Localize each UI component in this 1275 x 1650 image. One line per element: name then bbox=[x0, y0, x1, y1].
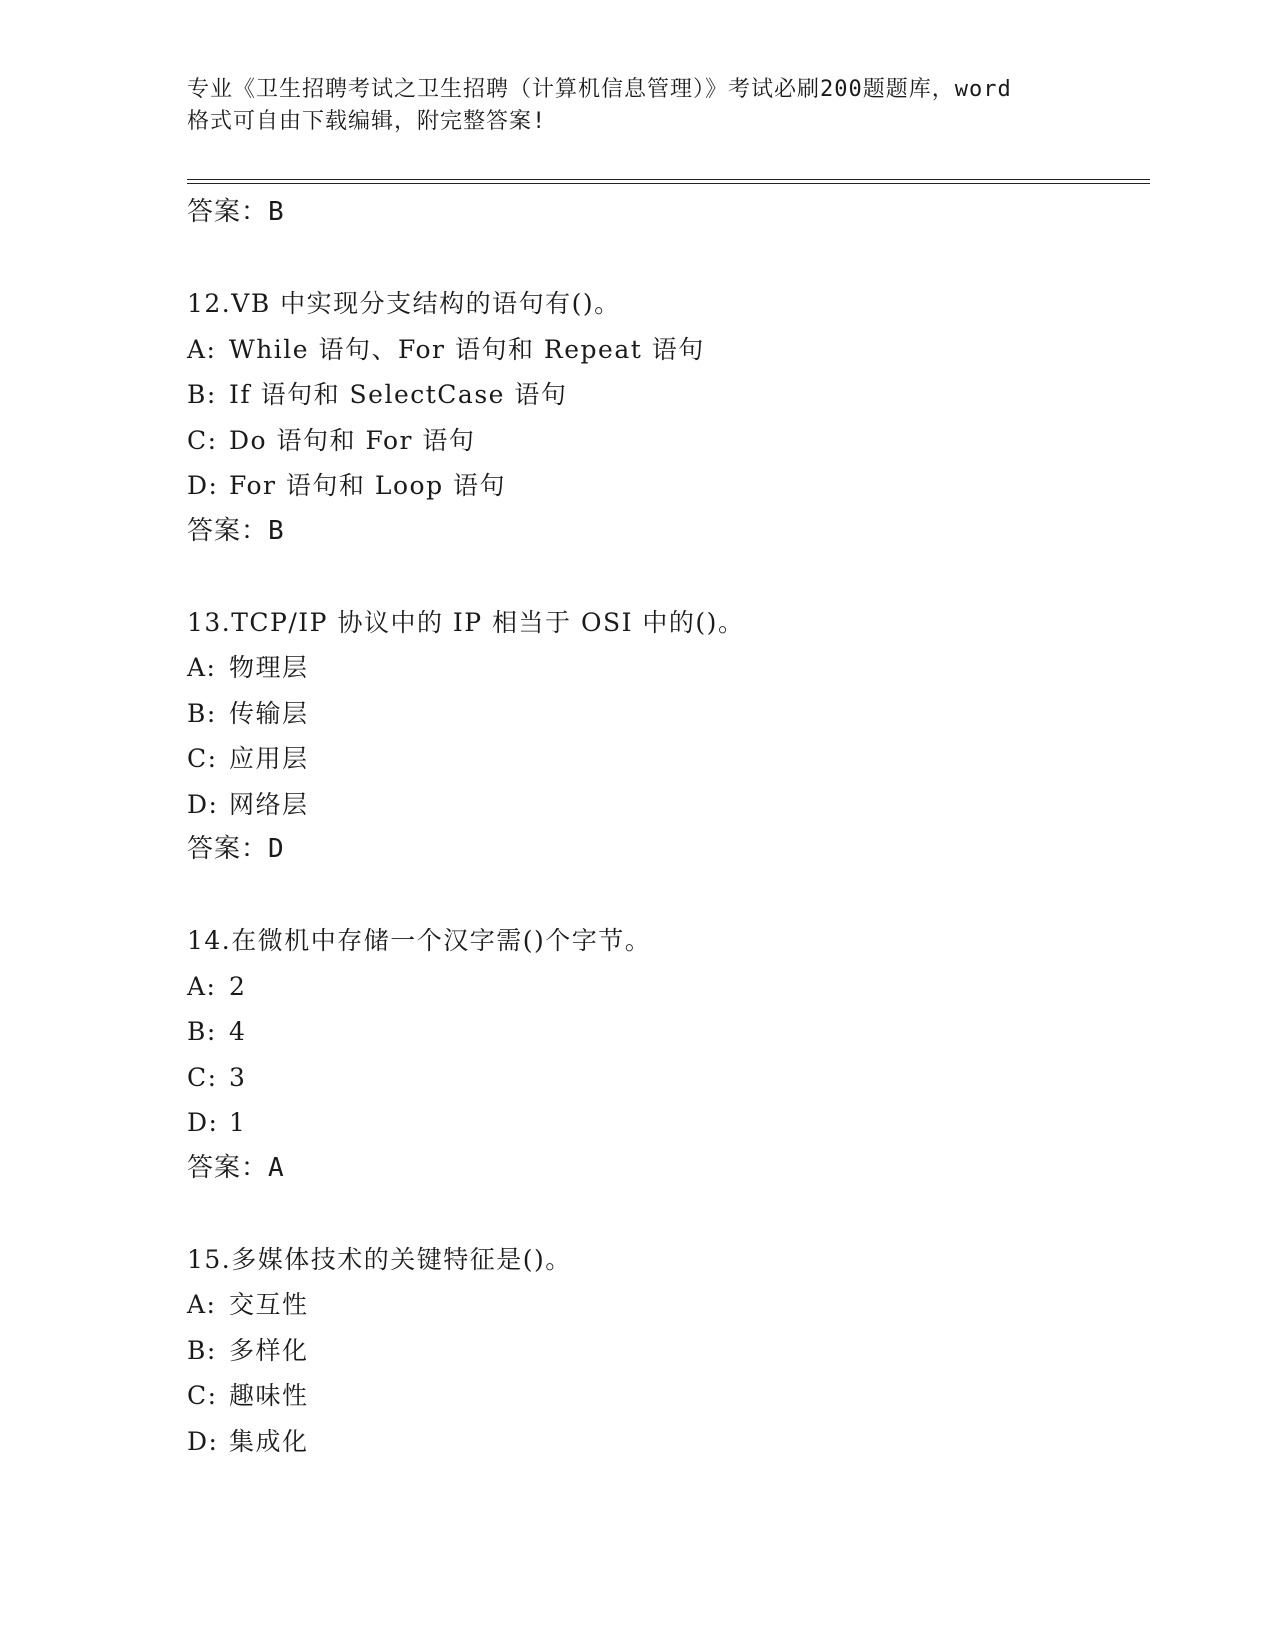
question-stem: 15.多媒体技术的关键特征是()。 bbox=[187, 1244, 572, 1274]
option-text: Do 语句和 For 语句 bbox=[229, 425, 476, 455]
option-d bbox=[187, 463, 1127, 509]
question-block bbox=[187, 1237, 1127, 1465]
spacer bbox=[187, 236, 1127, 282]
option-label: A: bbox=[187, 334, 217, 364]
option-d bbox=[187, 1100, 1127, 1146]
option-label: A: bbox=[187, 1290, 217, 1319]
option-text: 2 bbox=[229, 971, 247, 1001]
question-stem: 12.VB 中实现分支结构的语句有()。 bbox=[187, 289, 621, 318]
header-line-1: 专业《卫生招聘考试之卫生招聘（计算机信息管理）》考试必刷200题题库，word bbox=[187, 77, 1012, 102]
option-c bbox=[187, 1055, 1127, 1101]
option-text: 网络层 bbox=[229, 789, 309, 819]
option-label: C: bbox=[187, 744, 218, 773]
option-label: C: bbox=[187, 1062, 218, 1092]
option-text: If 语句和 SelectCase 语句 bbox=[229, 380, 568, 409]
option-c bbox=[187, 418, 1127, 464]
option-a bbox=[187, 645, 1127, 691]
spacer bbox=[187, 1191, 1127, 1237]
answer-line: 答案：D bbox=[187, 834, 285, 864]
option-label: B: bbox=[187, 1335, 217, 1365]
option-text: 多样化 bbox=[229, 1335, 309, 1365]
option-text: 1 bbox=[229, 1108, 247, 1137]
spacer bbox=[187, 873, 1127, 919]
option-label: B: bbox=[187, 1017, 217, 1046]
question-block bbox=[187, 600, 1127, 873]
option-label: D: bbox=[187, 789, 219, 819]
option-label: D: bbox=[187, 1108, 219, 1137]
header-divider-top bbox=[187, 179, 1150, 180]
question-list bbox=[187, 190, 1127, 1464]
question-block bbox=[187, 918, 1127, 1191]
option-text: 3 bbox=[229, 1062, 247, 1092]
option-label: D: bbox=[187, 1426, 219, 1456]
option-text: 传输层 bbox=[229, 698, 309, 728]
option-b bbox=[187, 372, 1127, 418]
question-stem: 13.TCP/IP 协议中的 IP 相当于 OSI 中的()。 bbox=[187, 607, 745, 637]
option-label: C: bbox=[187, 1381, 218, 1410]
option-a bbox=[187, 1282, 1127, 1328]
option-b bbox=[187, 691, 1127, 737]
option-b bbox=[187, 1009, 1127, 1055]
option-b bbox=[187, 1328, 1127, 1374]
spacer bbox=[187, 554, 1127, 600]
answer-line: 答案：A bbox=[187, 1152, 285, 1183]
option-text: For 语句和 Loop 语句 bbox=[229, 471, 507, 500]
header-divider-bottom bbox=[187, 183, 1150, 184]
option-a bbox=[187, 327, 1127, 373]
option-text: While 语句、For 语句和 Repeat 语句 bbox=[229, 334, 705, 364]
option-c bbox=[187, 736, 1127, 782]
question-block bbox=[187, 281, 1127, 554]
option-text: 物理层 bbox=[229, 653, 309, 682]
option-label: D: bbox=[187, 471, 219, 500]
option-d bbox=[187, 1419, 1127, 1465]
option-a bbox=[187, 964, 1127, 1010]
option-text: 应用层 bbox=[229, 744, 309, 773]
option-label: A: bbox=[187, 971, 217, 1001]
option-label: A: bbox=[187, 653, 217, 682]
option-text: 集成化 bbox=[229, 1426, 309, 1456]
option-label: B: bbox=[187, 380, 217, 409]
option-text: 交互性 bbox=[229, 1290, 309, 1319]
option-c bbox=[187, 1373, 1127, 1419]
document-header bbox=[187, 74, 1087, 138]
option-d bbox=[187, 782, 1127, 828]
answer-line: 答案：B bbox=[187, 515, 285, 546]
question-stem: 14.在微机中存储一个汉字需()个字节。 bbox=[187, 926, 652, 955]
answer-line: 答案：B bbox=[187, 197, 285, 227]
option-label: C: bbox=[187, 425, 218, 455]
option-text: 4 bbox=[229, 1017, 247, 1046]
header-line-2: 格式可自由下载编辑，附完整答案! bbox=[187, 109, 547, 134]
option-label: B: bbox=[187, 698, 217, 728]
option-text: 趣味性 bbox=[229, 1381, 309, 1410]
